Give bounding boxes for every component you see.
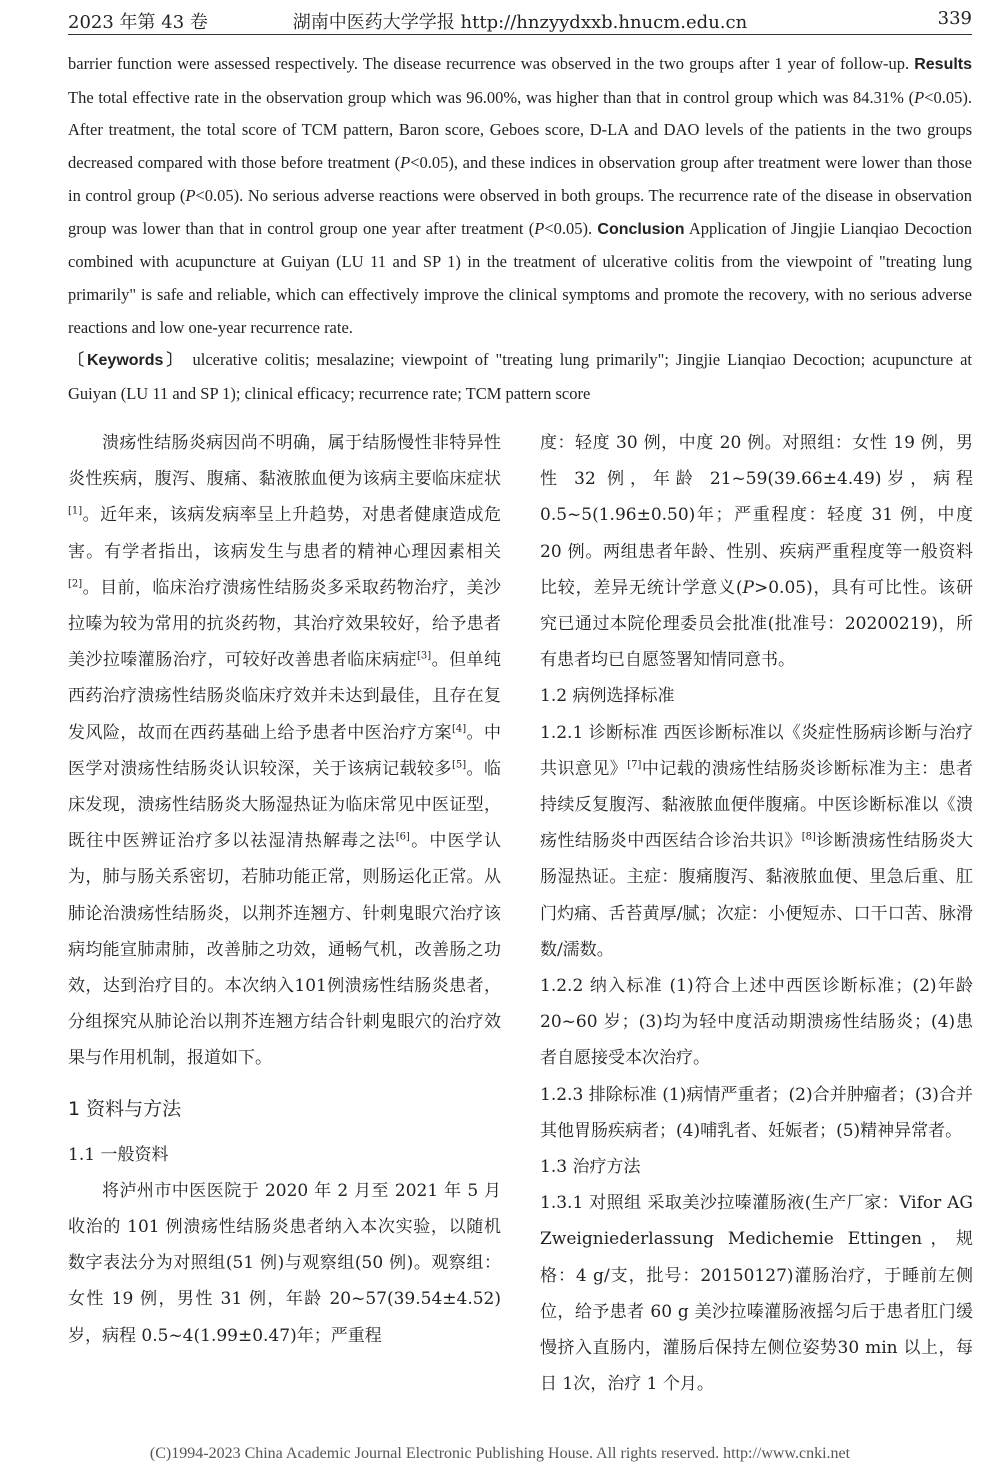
section-heading: 1 资料与方法	[68, 1097, 182, 1120]
citation: [6]	[395, 831, 410, 843]
abstract-text: Application of Jingjie Lianqiao Decoction combined with acupuncture at Guiyan (LU 11 and SP 1) in the treatment of ulcerative colitis from the viewpoint of "treating lung primarily" is safe and reliable, which can effectively improve the clinical symptoms and promote the recovery, with no serious adverse reactions and low one-year recurrence rate.	[68, 218, 972, 337]
body-text: (1)病情严重者；(2)合并肿瘤者；(3)合并其他胃肠疾病者；(4)哺乳者、妊娠者；(5)精神异常者。	[540, 1084, 973, 1141]
citation: [2]	[68, 578, 83, 590]
body-text: 。中医学对溃疡性结肠炎认识较深，关于该病记载较多	[68, 722, 502, 779]
subsubsection-heading: 1.2.2 纳入标准	[540, 976, 663, 997]
keywords-label: 〔Keywords〕	[68, 352, 186, 370]
volume-info: 2023 年第 43 卷	[68, 12, 208, 33]
p-symbol: P	[185, 185, 196, 205]
body-text: 。但单纯西药治疗溃疡性结肠炎临床疗效并未达到最佳，且存在复发风险，故而在西药基础上给予患者中医治疗方案	[68, 650, 502, 743]
subsection-heading: 1.1 一般资料	[68, 1144, 169, 1165]
subsubsection-heading: 1.3.1 对照组	[540, 1193, 642, 1214]
body-text: 采取美沙拉嗪灌肠液(生产厂家：Vifor AG Zweigniederlassung Medichemie Ettingen，规格：4 g/支，批号：20150127)灌肠治疗，于睡前左侧位，给予患者 60 g 美沙拉嗪灌肠液摇匀后于患者肛门缓慢挤入直肠内，灌肠后保持左侧位姿势30 min 以上，每日 1次，治疗 1 个月。	[540, 1193, 973, 1395]
body-text: 西医诊断标准以《炎症性肠病诊断与治疗共识意见》	[540, 722, 973, 779]
p-symbol: P	[742, 577, 754, 598]
body-text: 中记载的溃疡性结肠炎诊断标准为主：患者持续反复腹泻、黏液脓血便伴腹痛。中医诊断标准以《溃疡性结肠炎中西医结合诊治共识》	[540, 758, 974, 852]
exclusion-criteria	[540, 1077, 973, 1149]
copyright-footer: (C)1994-2023 China Academic Journal Electronic Publishing House. All rights reserved. http://www.cnki.net	[149, 1445, 851, 1462]
abstract-text: The total effective rate in the observation group which was 96.00%, was higher than that in control group which was 84.31% (	[68, 87, 915, 107]
header-rule	[68, 34, 972, 35]
body-text: (1)符合上述中西医诊断标准；(2)年龄 20~60 岁；(3)均为轻中度活动期溃疡性结肠炎；(4)患者自愿接受本次治疗。	[540, 976, 973, 1069]
p-symbol: P	[400, 153, 411, 173]
general-info-continued	[540, 425, 973, 678]
subsection-heading: 1.2 病例选择标准	[540, 686, 675, 707]
keywords-text: ulcerative colitis; mesalazine; viewpoint of "treating lung primarily"; Jingjie Lianqiao Decoction; acupuncture at Guiyan (LU 11 and SP 1); clinical efficacy; recurrence rate; TCM pattern score	[68, 350, 972, 404]
abstract-text: <0.05), and these indices in observation group after treatment were lower than those in control group (	[68, 153, 972, 205]
body-text: 度：轻度 30 例，中度 20 例。对照组：女性 19 例，男性 32 例，年龄 21~59(39.66±4.49)岁，病程 0.5~5(1.96±0.50)年；严重程度：轻度 31 例，中度 20 例。两组患者年龄、性别、疾病严重程度等一般资料比较，差异无统计学意义(	[540, 433, 973, 598]
right-column	[540, 425, 973, 1402]
left-column	[68, 425, 501, 1354]
inclusion-criteria	[540, 968, 973, 1077]
running-header	[68, 4, 972, 34]
citation: [8]	[801, 831, 816, 843]
p-symbol: P	[914, 87, 925, 107]
abstract-body	[68, 48, 972, 344]
p-symbol: P	[534, 218, 545, 238]
conclusion-label: Conclusion	[597, 220, 685, 238]
results-label: Results	[914, 56, 973, 73]
body-text: 。近年来，该病发病率呈上升趋势，对患者健康造成危害。有学者指出，该病发生与患者的精神心理因素相关	[68, 505, 501, 562]
abstract-text: <0.05).	[544, 218, 598, 238]
subsubsection-heading: 1.2.1 诊断标准	[540, 722, 658, 743]
body-text: 。临床发现，溃疡性结肠炎大肠湿热证为临床常见中医证型，既往中医辨证治疗多以祛湿清热解毒之法	[68, 758, 502, 852]
control-group-treatment	[540, 1185, 973, 1402]
english-abstract	[68, 48, 972, 411]
body-text: 。中医学认为，肺与肠关系密切，若肺功能正常，则肠运化正常。从肺论治溃疡性结肠炎，以荆芥连翘方、针刺鬼眼穴治疗该病均能宣肺肃肺，改善肺之功效，通畅气机，改善肠之功效，达到治疗目的。本次纳入101例溃疡性结肠炎患者，分组探究从肺论治以荆芥连翘方结合针刺鬼眼穴的治疗效果与作用机制，报道如下。	[68, 831, 502, 1069]
citation: [4]	[451, 722, 467, 734]
citation: [5]	[451, 759, 467, 771]
diagnosis-criteria	[540, 715, 973, 968]
citation: [1]	[68, 505, 83, 517]
citation: [7]	[627, 759, 642, 771]
citation: [3]	[417, 650, 432, 662]
subsection-heading: 1.3 治疗方法	[540, 1157, 641, 1178]
abstract-text: barrier function were assessed respectively. The disease recurrence was observed in the two groups after 1 year of follow-up.	[68, 54, 910, 73]
body-text: >0.05)，具有可比性。该研究已通过本院伦理委员会批准(批准号：20200219)，所有患者均已自愿签署知情同意书。	[540, 577, 973, 671]
general-info-paragraph: 将泸州市中医医院于 2020 年 2 月至 2021 年 5 月收治的 101 例溃疡性结肠炎患者纳入本次实验，以随机数字表法分为对照组(51 例)与观察组(50 例)。观察组：女性 19 例，男性 31 例，年龄 20~57(39.54±4.52)岁，病程 0.5~4(1.99±0.47)年；严重程	[68, 1180, 501, 1346]
abstract-text: <0.05). No serious adverse reactions were observed in both groups. The recurrence rate of the disease in observation group was lower than that in control group one year after treatment (	[68, 185, 973, 238]
page-number: 339	[937, 8, 972, 29]
journal-title: 湖南中医药大学学报 http://hnzyydxxb.hnucm.edu.cn	[292, 12, 748, 33]
keywords	[68, 344, 972, 410]
body-text: 溃疡性结肠炎病因尚不明确，属于结肠慢性非特异性炎性疾病，腹泻、腹痛、黏液脓血便为该病主要临床症状	[68, 433, 501, 490]
intro-paragraph	[68, 425, 501, 1077]
body-text: 诊断溃疡性结肠炎大肠湿热证。主症：腹痛腹泻、黏液脓血便、里急后重、肛门灼痛、舌苔黄厚/腻；次症：小便短赤、口干口苦、脉滑数/濡数。	[540, 831, 974, 960]
body-text: 。目前，临床治疗溃疡性结肠炎多采取药物治疗，美沙拉嗪为较为常用的抗炎药物，其治疗效果较好，给予患者美沙拉嗪灌肠治疗，可较好改善患者临床病症	[68, 577, 501, 671]
subsubsection-heading: 1.2.3 排除标准	[540, 1084, 657, 1105]
abstract-text: <0.05). After treatment, the total score of TCM pattern, Baron score, Geboes score, D-LA and DAO levels of the patients in the two groups decreased compared with those before treatment (	[68, 87, 972, 173]
